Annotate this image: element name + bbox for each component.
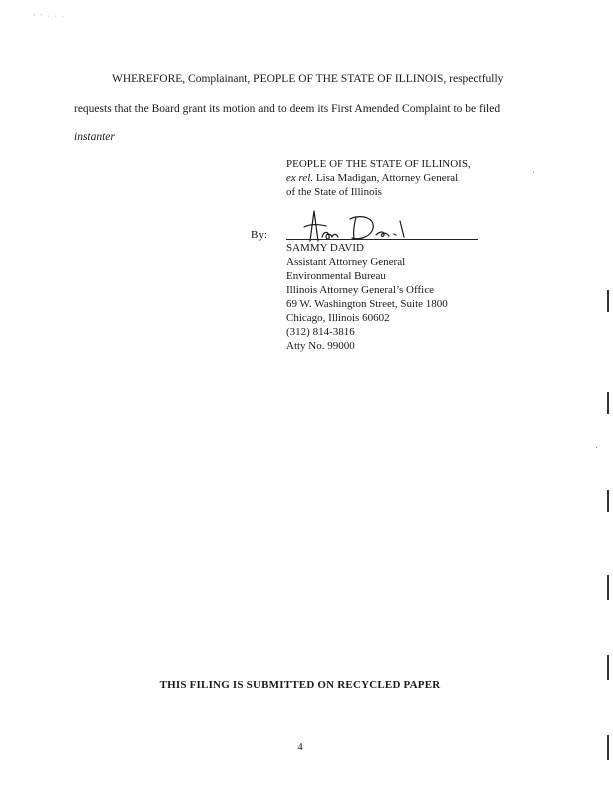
party-line-3: of the State of Illinois bbox=[286, 186, 382, 198]
attorney-number: Atty No. 99000 bbox=[286, 340, 355, 352]
scan-speck bbox=[533, 172, 534, 173]
party-line-2 bbox=[286, 171, 471, 185]
scan-margin-mark bbox=[607, 655, 609, 680]
scan-margin-mark bbox=[607, 290, 609, 312]
scan-corner-mark: ' ' · · · bbox=[34, 14, 67, 20]
attorney-office: Illinois Attorney General’s Office bbox=[286, 284, 434, 296]
scan-margin-mark bbox=[607, 392, 609, 414]
paragraph-line-1: WHEREFORE, Complainant, PEOPLE OF THE STATE OF ILLINOIS, respectfully bbox=[112, 73, 504, 85]
scan-speck bbox=[596, 447, 597, 448]
office-phone: (312) 814-3816 bbox=[286, 326, 355, 338]
attorney-title: Assistant Attorney General bbox=[286, 256, 406, 268]
by-label: By: bbox=[251, 229, 267, 241]
signature-block bbox=[286, 241, 448, 353]
page-number: 4 bbox=[297, 741, 303, 753]
party-line-2-rest: Lisa Madigan, Attorney General bbox=[313, 172, 459, 184]
paragraph-line-2: requests that the Board grant its motion and to deem its First Amended Complaint to be filed bbox=[74, 103, 501, 115]
party-line-1: PEOPLE OF THE STATE OF ILLINOIS, bbox=[286, 158, 471, 170]
party-block bbox=[286, 157, 471, 199]
signature-line bbox=[286, 239, 478, 240]
scan-margin-mark bbox=[607, 735, 609, 760]
paragraph-line-3: instanter bbox=[74, 131, 115, 143]
ex-rel-label: ex rel. bbox=[286, 172, 314, 184]
recycled-paper-notice: THIS FILING IS SUBMITTED ON RECYCLED PAPER bbox=[159, 679, 441, 691]
attorney-name: SAMMY DAVID bbox=[286, 242, 364, 254]
scan-margin-mark bbox=[607, 575, 609, 600]
attorney-bureau: Environmental Bureau bbox=[286, 270, 386, 282]
scan-margin-mark bbox=[607, 490, 609, 512]
office-street: 69 W. Washington Street, Suite 1800 bbox=[286, 298, 448, 310]
office-city: Chicago, Illinois 60602 bbox=[286, 312, 390, 324]
